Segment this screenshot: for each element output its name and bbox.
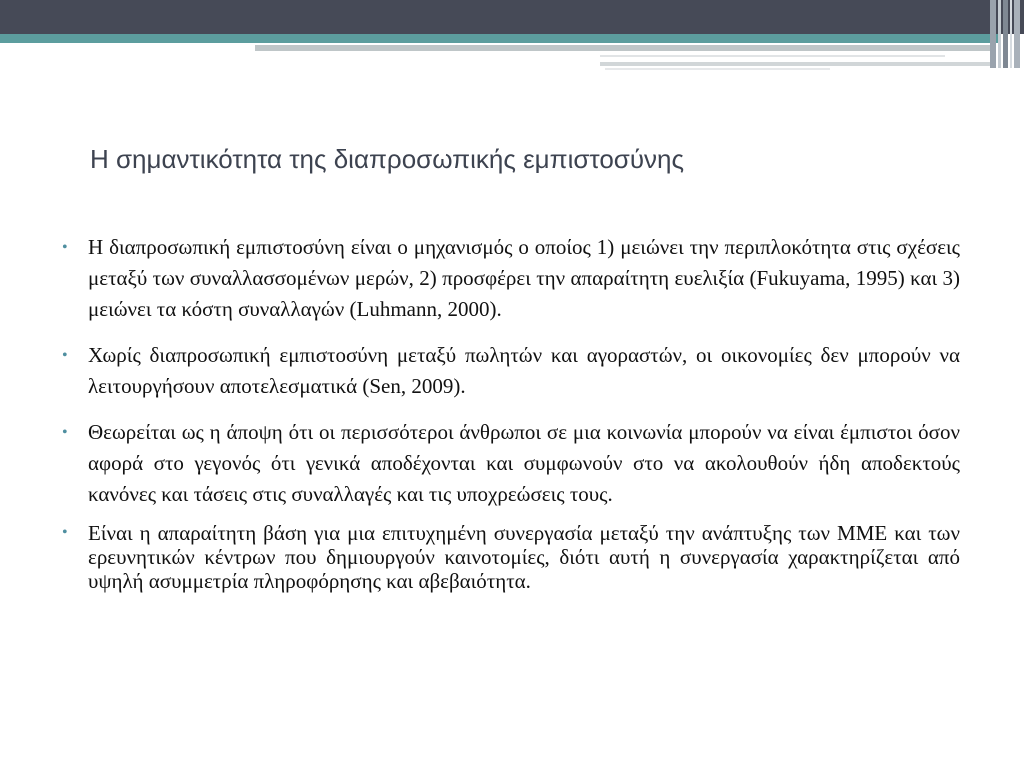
header-gray-stripe-lower — [600, 62, 992, 66]
header-light-line-lower — [605, 68, 830, 70]
header-vertical-stripes — [990, 0, 1024, 68]
bullet-marker: • — [62, 347, 68, 364]
bullet-text: Είναι η απαραίτητη βάση για μια επιτυχημένη συνεργασία μεταξύ την ανάπτυξης των ΜΜΕ και των ερευνητικών κέντρων που δημιουργούν καινοτομίες, διότι αυτή η συνεργασία χαρακτηρίζεται από υψηλή ασυμμετρία πληροφόρησης και αβεβαιότητα. — [88, 521, 960, 593]
bullet-list — [62, 232, 960, 593]
bullet-marker: • — [62, 239, 68, 256]
header-gray-stripe — [255, 45, 995, 51]
bullet-item — [62, 340, 960, 402]
bullet-text: Θεωρείται ως η άποψη ότι οι περισσότεροι άνθρωποι σε μια κοινωνία μπορούν να είναι έμπιστοι όσον αφορά στο γεγονός ότι γενικά αποδέχονται και συμφωνούν στο να ακολουθούν ήδη αποδεκτούς κανόνες και τάσεις στις συναλλαγές και τις υποχρεώσεις τους. — [88, 420, 960, 506]
bullet-text: Χωρίς διαπροσωπική εμπιστοσύνη μεταξύ πωλητών και αγοραστών, οι οικονομίες δεν μπορούν να λειτουργήσουν αποτελεσματικά (Sen, 2009). — [88, 343, 960, 398]
bullet-marker: • — [62, 424, 68, 441]
slide-title: Η σημαντικότητα της διαπροσωπικής εμπιστοσύνης — [90, 144, 685, 174]
header-dark-band — [0, 0, 1024, 34]
bullet-marker: • — [62, 524, 68, 541]
bullet-item — [62, 521, 960, 593]
bullet-text: Η διαπροσωπική εμπιστοσύνη είναι ο μηχανισμός ο οποίος 1) μειώνει την περιπλοκότητα στις σχέσεις μεταξύ των συναλλασσομένων μερών, 2) προσφέρει την απαραίτητη ευελιξία (Fukuyama, 1995) και 3) μειώνει τα κόστη συναλλαγών (Luhmann, 2000). — [88, 235, 960, 321]
header-light-line — [600, 55, 945, 57]
bullet-item — [62, 232, 960, 325]
bullet-item — [62, 417, 960, 510]
header-teal-stripe — [0, 34, 1000, 43]
